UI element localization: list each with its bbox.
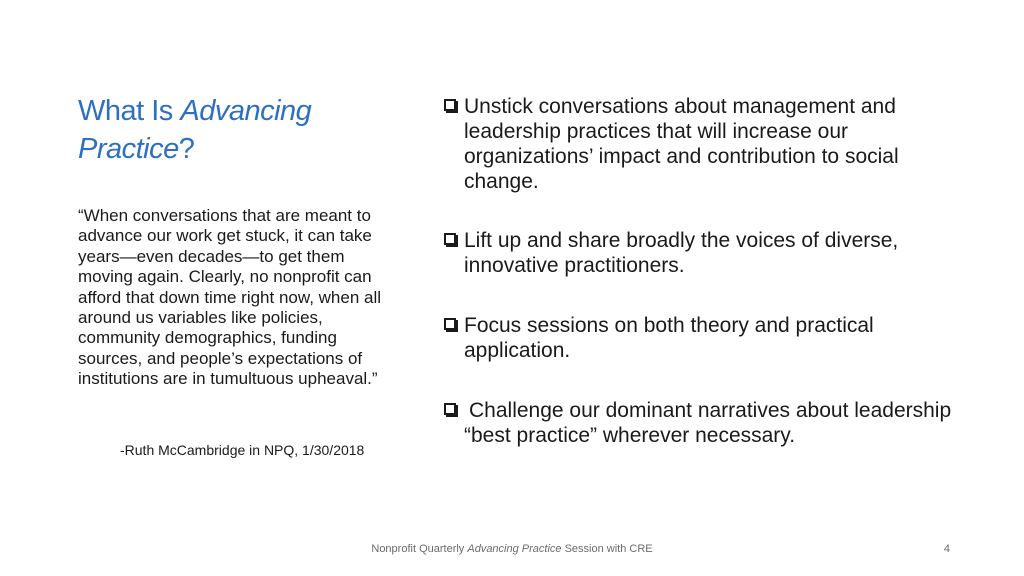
page-number: 4 — [943, 543, 950, 555]
footer-prefix: Nonprofit Quarterly — [371, 543, 468, 555]
footer-suffix: Session with CRE — [561, 543, 653, 555]
bullet-item — [442, 228, 962, 278]
footer-emphasis: Advancing Practice — [467, 543, 562, 555]
bullet-item — [442, 313, 962, 363]
bullet-text: Focus sessions on both theory and practical application. — [464, 314, 874, 362]
checkbox-icon — [444, 318, 456, 330]
checkbox-icon — [444, 233, 456, 245]
bullet-text: Challenge our dominant narratives about leadership “best practice” wherever necessary. — [464, 399, 952, 447]
slide-title — [78, 92, 398, 168]
bullet-item — [442, 94, 962, 194]
title-emphasis-practice: Practice — [78, 133, 179, 165]
bullet-list — [442, 94, 962, 448]
bullet-text: Unstick conversations about management and leadership practices that will increase our organizations’ impact and contribution to social change. — [464, 95, 899, 193]
title-suffix: ? — [178, 133, 195, 165]
bullet-item — [442, 398, 962, 448]
quote-text: “When conversations that are meant to advance our work get stuck, it can take years—even decades—to get them moving again. Clearly, no nonprofit can afford that down time right now, when all around us variables like policies, community demographics, funding sources, and people’s expectations of institutions are in tumultuous upheaval.” — [78, 206, 382, 389]
checkbox-icon — [444, 403, 456, 415]
checkbox-icon — [444, 99, 456, 111]
title-prefix: What Is — [78, 95, 181, 127]
title-emphasis-advancing: Advancing — [180, 95, 312, 127]
bullet-text: Lift up and share broadly the voices of diverse, innovative practitioners. — [464, 229, 899, 277]
quote-attribution: -Ruth McCambridge in NPQ, 1/30/2018 — [120, 442, 365, 458]
slide-footer — [0, 541, 1024, 557]
